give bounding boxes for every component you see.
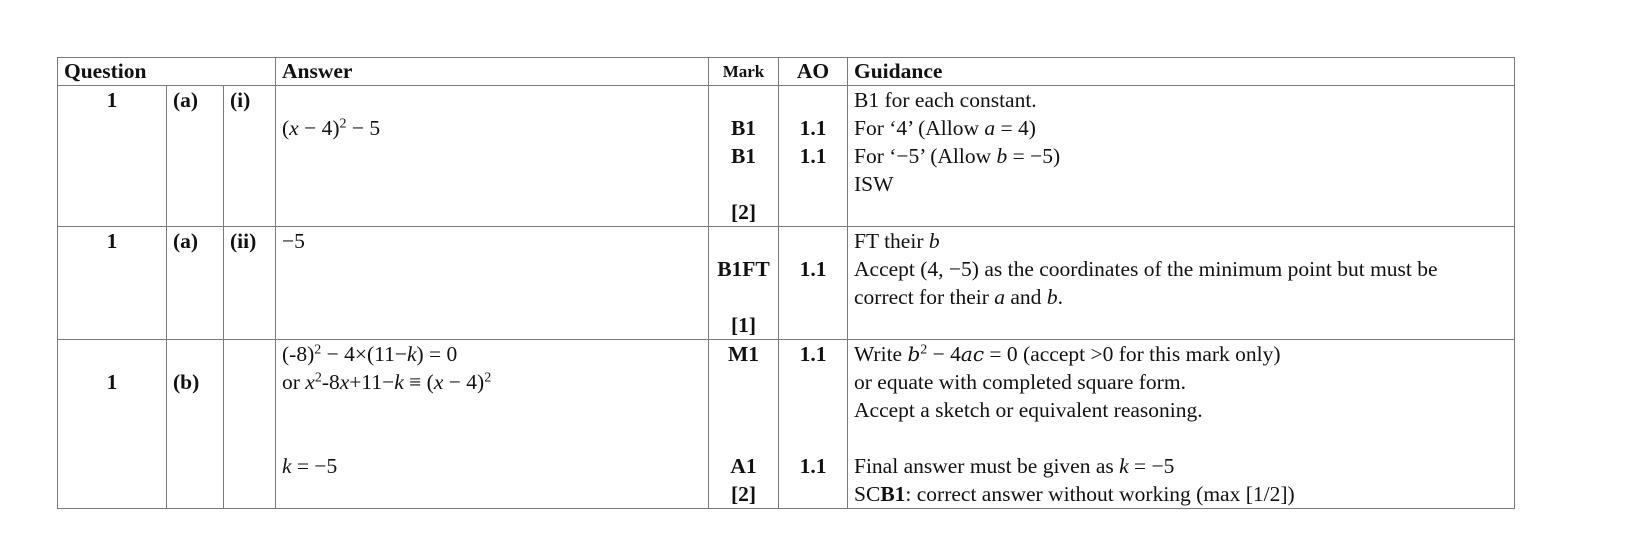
mark-a1: A1 [730, 454, 757, 478]
mark-scheme-table [57, 57, 1515, 509]
answer-line: k = −5 [282, 454, 338, 478]
ao-cell [779, 86, 848, 227]
answer-line: $(x - 4)^2 - 5$ [282, 116, 381, 140]
mark-b1: B1 [730, 144, 757, 168]
ao-cell [779, 227, 848, 340]
mark-total: [2] [730, 200, 757, 224]
mark-m1: M1 [727, 342, 760, 366]
header-mark: Mark [709, 58, 779, 86]
mark-cell [709, 86, 779, 227]
question-subpart [224, 340, 276, 509]
guidance-line: Accept a sketch or equivalent reasoning. [854, 398, 1203, 422]
table-row [58, 86, 1515, 227]
guidance-line: For ‘−5’ (Allow b = −5) [854, 144, 1061, 168]
mark-total: [2] [730, 482, 757, 506]
answer-cell [276, 340, 709, 509]
question-subpart: (ii) [224, 227, 276, 340]
ao-value: 1.1 [799, 342, 827, 366]
guidance-line: B1 for each constant. [854, 88, 1037, 112]
question-number: 1 [58, 340, 167, 509]
answer-cell [276, 86, 709, 227]
header-ao: AO [779, 58, 848, 86]
guidance-line: For ‘4’ (Allow a = 4) [854, 116, 1036, 140]
mark-cell [709, 227, 779, 340]
ao-value: 1.1 [799, 116, 827, 140]
guidance-cell [848, 227, 1515, 340]
question-part: (a) [167, 227, 224, 340]
table-row [58, 227, 1515, 340]
guidance-line: Write $b^2 - 4ac = 0$ (accept >0 for this mark only) [854, 342, 1281, 366]
header-row [58, 58, 1515, 86]
answer-line: −5 [282, 229, 305, 253]
header-answer: Answer [276, 58, 709, 86]
mark-cell [709, 340, 779, 509]
question-subpart: (i) [224, 86, 276, 227]
ao-value: 1.1 [799, 144, 827, 168]
guidance-line: Accept (4, −5) as the coordinates of the minimum point but must be [854, 257, 1438, 281]
mark-total: [1] [730, 313, 757, 337]
header-question: Question [58, 58, 276, 86]
header-guidance: Guidance [848, 58, 1515, 86]
guidance-line: FT their b [854, 229, 940, 253]
question-number: 1 [58, 227, 167, 340]
table-row [58, 340, 1515, 509]
guidance-line: ISW [854, 172, 894, 196]
answer-line: or $x^2-8x+11-k \equiv (x - 4)^2$ [282, 370, 492, 394]
guidance-line: correct for their a and b. [854, 285, 1063, 309]
mark-b1ft: B1FT [717, 257, 770, 281]
guidance-line: SCB1: correct answer without working (max [1/2]) [854, 482, 1295, 506]
question-number: 1 [58, 86, 167, 227]
ao-cell [779, 340, 848, 509]
answer-cell [276, 227, 709, 340]
question-part: (a) [167, 86, 224, 227]
guidance-cell [848, 86, 1515, 227]
mark-b1: B1 [730, 116, 757, 140]
question-part: (b) [167, 340, 224, 509]
guidance-line: Final answer must be given as k = −5 [854, 454, 1175, 478]
guidance-cell [848, 340, 1515, 509]
answer-line: $(-8)^2 - 4\times(11-k) = 0$ [282, 342, 458, 366]
guidance-line: or equate with completed square form. [854, 370, 1186, 394]
ao-value: 1.1 [799, 454, 827, 478]
ao-value: 1.1 [799, 257, 827, 281]
